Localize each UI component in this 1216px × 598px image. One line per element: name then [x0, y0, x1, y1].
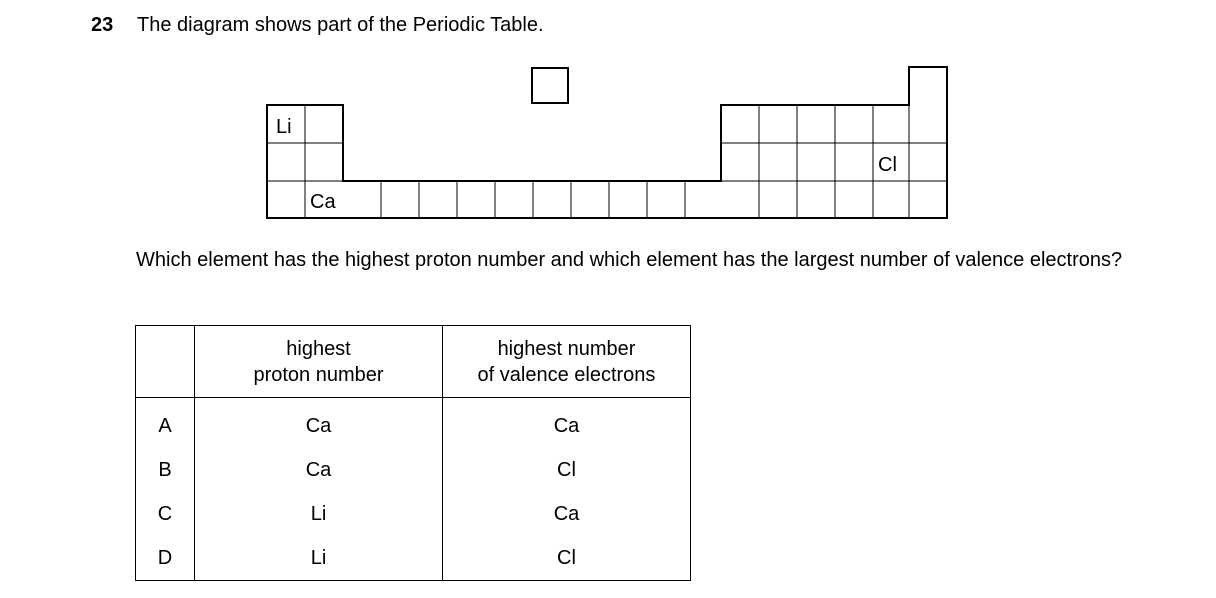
element-label-li: Li	[276, 116, 292, 138]
option-row-b[interactable]	[136, 448, 691, 492]
option-valence: Cl	[443, 536, 691, 581]
option-letter: D	[136, 536, 195, 581]
option-row-d[interactable]	[136, 536, 691, 581]
header-valence-electrons: highest number of valence electrons	[443, 326, 691, 398]
option-proton: Li	[195, 492, 443, 536]
question-prompt: Which element has the highest proton number and which element has the largest number of valence electrons?	[136, 249, 1123, 271]
option-valence: Ca	[443, 398, 691, 449]
periodic-table-diagram	[0, 0, 1216, 240]
element-label-ca: Ca	[310, 191, 336, 213]
option-letter: C	[136, 492, 195, 536]
answer-options-table	[135, 325, 691, 581]
option-valence: Cl	[443, 448, 691, 492]
header-proton-number: highest proton number	[195, 326, 443, 398]
option-letter: A	[136, 398, 195, 449]
option-row-c[interactable]	[136, 492, 691, 536]
question-number: 23	[91, 14, 114, 36]
option-proton: Li	[195, 536, 443, 581]
question-text: The diagram shows part of the Periodic Table.	[137, 14, 544, 36]
option-letter: B	[136, 448, 195, 492]
option-proton: Ca	[195, 448, 443, 492]
option-row-a[interactable]	[136, 398, 691, 449]
option-proton: Ca	[195, 398, 443, 449]
element-label-cl: Cl	[878, 154, 897, 176]
option-valence: Ca	[443, 492, 691, 536]
header-empty-cell	[136, 326, 195, 398]
